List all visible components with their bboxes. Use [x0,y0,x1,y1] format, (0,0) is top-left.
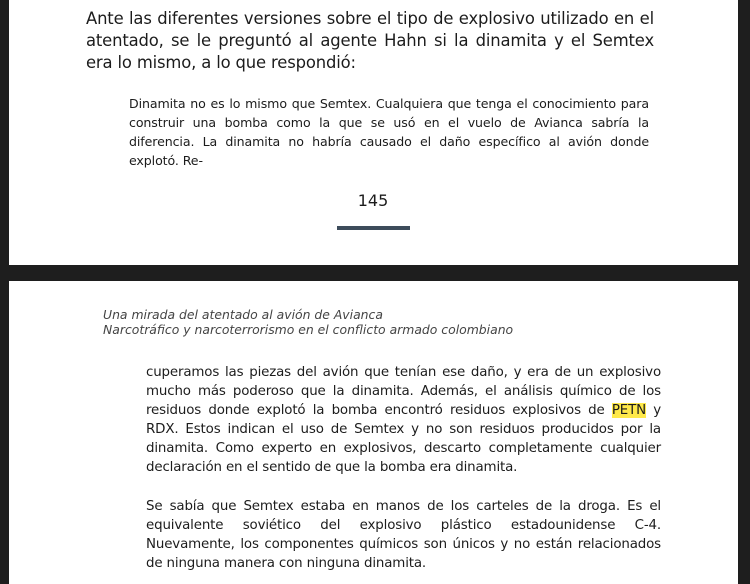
quote-paragraph: Dinamita no es lo mismo que Semtex. Cualquiera que tenga el conocimiento para construir una bomba como la que se usó en el vuelo de Avianca sabría la diferencia. La dinamita no habría causado el daño específico al avión donde explotó. Re- [129,96,649,168]
highlighted-term: PETN [611,403,646,418]
quote-continuation-text: cuperamos las piezas del avión que tenían ese daño, y era de un explosivo mucho más poderoso que la dinamita. Además, el análisis químico de los residuos donde explotó la bomba encontró residuos explosivos de [146,365,661,418]
page-number-rule [337,226,410,230]
running-head-title: Una mirada del atentado al avión de Avianca [103,307,383,322]
page-number: 145 [357,191,389,210]
quote-continuation-text-end: y RDX. Estos indican el uso de Semtex y no son residuos producidos por la dinamita. Como experto en explosivos, descarto completamente cualquier declaración en el sentido de que la bomba era dinamita. [146,403,661,475]
intro-paragraph: Ante las diferentes versiones sobre el tipo de explosivo utilizado en el atentado, se le preguntó al agente Hahn si la dinamita y el Semtex era lo mismo, a lo que respondió: [86,9,654,72]
quote-second-paragraph: Se sabía que Semtex estaba en manos de los carteles de la droga. Es el equivalente soviético del explosivo plástico estadounidense C-4. Nuevamente, los componentes químicos son únicos y no están relacionados de ninguna manera con ninguna dinamita. [146,499,661,571]
running-head-subtitle: Narcotráfico y narcoterrorismo en el conflicto armado colombiano [103,322,514,337]
document-page-bottom [9,281,738,584]
document-page-top [9,0,738,265]
quote-continuation [146,363,661,477]
running-head [103,307,703,337]
